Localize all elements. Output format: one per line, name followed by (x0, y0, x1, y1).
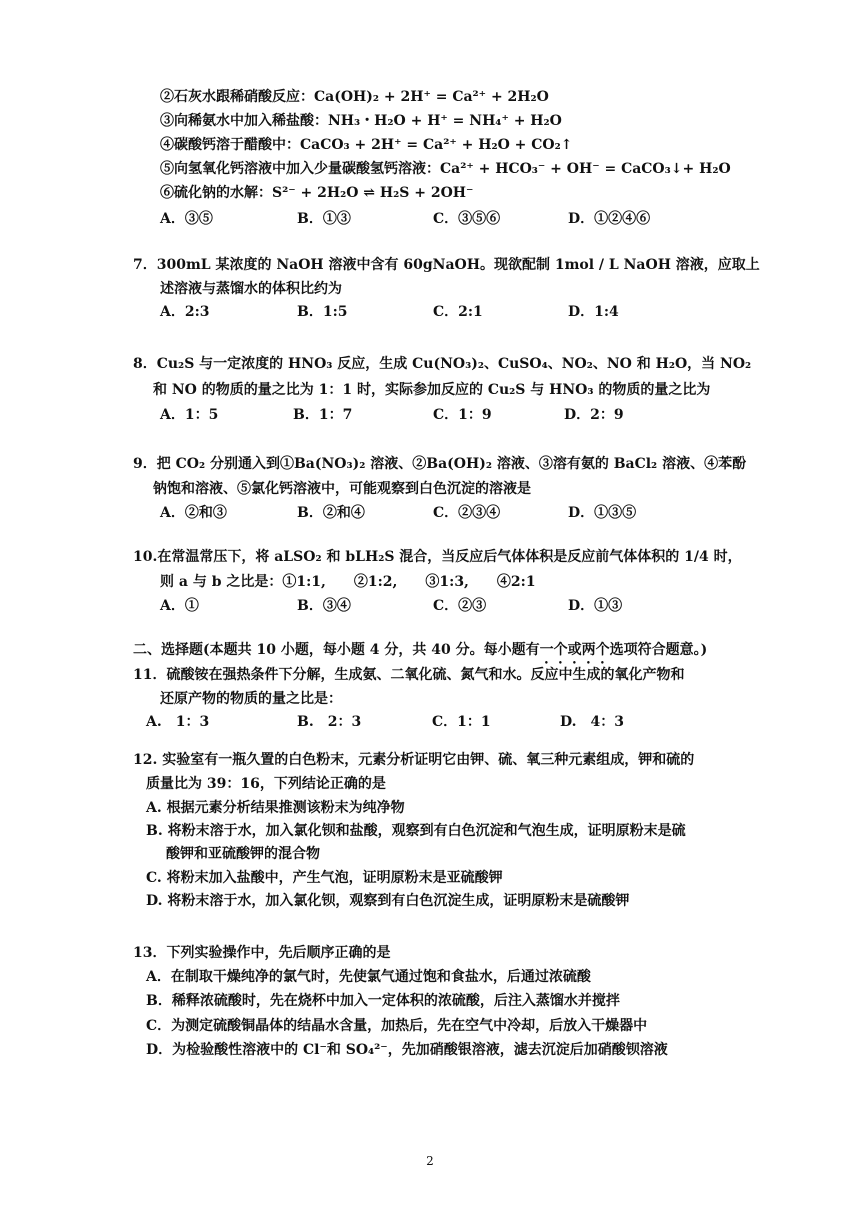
q6-option-d: D．①②④⑥ (568, 211, 651, 227)
section-2-heading-after: 选项符合题意。) (609, 642, 708, 658)
q10-option-b: B．③④ (297, 598, 351, 614)
q10-option-a: A．① (160, 598, 199, 614)
q7-option-c: C．2:1 (433, 304, 483, 320)
q6-line-5: ⑤向氢氧化钙溶液中加入少量碳酸氢钙溶液：Ca²⁺ + HCO₃⁻ + OH⁻ = CaCO₃↓+ H₂O (160, 161, 731, 177)
q9-option-d: D．①③⑤ (568, 505, 637, 521)
q12-option-a: A. 根据元素分析结果推测该粉末为纯净物 (146, 800, 405, 816)
q8-stem-line-1: 8．Cu₂S 与一定浓度的 HNO₃ 反应，生成 Cu(NO₃)₂、CuSO₄、NO₂、NO 和 H₂O，当 NO₂ (133, 356, 752, 372)
q7-option-d: D．1:4 (568, 304, 619, 320)
q11-option-c: C．1：1 (432, 714, 491, 730)
q12-option-b-cont: 酸钾和亚硫酸钾的混合物 (166, 846, 320, 862)
q9-option-b: B．②和④ (297, 505, 365, 521)
q7-option-a: A．2:3 (160, 304, 210, 320)
q7-stem-line-2: 述溶液与蒸馏水的体积比约为 (160, 281, 342, 297)
q6-line-2: ②石灰水跟稀硝酸反应：Ca(OH)₂ + 2H⁺ = Ca²⁺ + 2H₂O (160, 89, 549, 105)
q6-option-a: A．③⑤ (160, 211, 213, 227)
q6-line-3: ③向稀氨水中加入稀盐酸：NH₃・H₂O + H⁺ = NH₄⁺ + H₂O (160, 113, 562, 129)
q12-option-d: D. 将粉末溶于水，加入氯化钡，观察到有白色沉淀生成，证明原粉末是硫酸钾 (146, 893, 630, 909)
q9-option-a: A．②和③ (160, 505, 227, 521)
q11-stem-line-1: 11．硫酸铵在强热条件下分解，生成氨、二氧化硫、氮气和水。反应中生成的氧化产物和 (133, 667, 685, 683)
q11-option-b: B. 2：3 (297, 714, 362, 730)
q11-option-d: D. 4：3 (560, 714, 624, 730)
q8-option-a: A．1：5 (160, 407, 219, 423)
q9-option-c: C．②③④ (433, 505, 501, 521)
q13-stem: 13．下列实验操作中，先后顺序正确的是 (133, 945, 391, 961)
q8-option-d: D．2：9 (564, 407, 624, 423)
q11-option-a: A. 1：3 (146, 714, 210, 730)
q12-option-b: B. 将粉末溶于水，加入氯化钡和盐酸，观察到有白色沉淀和气泡生成，证明原粉末是硫 (146, 823, 686, 839)
q13-option-b: B．稀释浓硫酸时，先在烧杯中加入一定体积的浓硫酸，后注入蒸馏水并搅拌 (146, 993, 620, 1009)
q13-option-d: D．为检验酸性溶液中的 Cl⁻和 SO₄²⁻，先加硝酸银溶液，滤去沉淀后加硝酸钡溶液 (146, 1042, 668, 1058)
q6-line-4: ④碳酸钙溶于醋酸中：CaCO₃ + 2H⁺ = Ca²⁺ + H₂O + CO₂↑ (160, 137, 573, 153)
q10-option-c: C．②③ (433, 598, 487, 614)
q6-line-6: ⑥硫化钠的水解：S²⁻ + 2H₂O ⇌ H₂S + 2OH⁻ (160, 185, 474, 201)
q12-stem-line-1: 12. 实验室有一瓶久置的白色粉末，元素分析证明它由钾、硫、氧三种元素组成，钾和硫的 (133, 752, 695, 768)
q13-option-c: C．为测定硫酸铜晶体的结晶水含量，加热后，先在空气中冷却，后放入干燥器中 (146, 1018, 648, 1034)
q9-stem-line-2: 钠饱和溶液、⑤氯化钙溶液中，可能观察到白色沉淀的溶液是 (153, 481, 531, 497)
section-2-heading-emphasis: 一个或两个 (539, 642, 610, 658)
q8-stem-line-2: 和 NO 的物质的量之比为 1：1 时，实际参加反应的 Cu₂S 与 HNO₃ 的物质的量之比为 (153, 382, 711, 398)
page-number: 2 (426, 1154, 434, 1168)
q13-option-a: A．在制取干燥纯净的氯气时，先使氯气通过饱和食盐水，后通过浓硫酸 (146, 969, 591, 985)
q8-option-b: B．1：7 (293, 407, 353, 423)
q6-option-c: C．③⑤⑥ (433, 211, 501, 227)
q12-option-c: C. 将粉末加入盐酸中，产生气泡，证明原粉末是亚硫酸钾 (146, 870, 503, 886)
q7-option-b: B．1:5 (297, 304, 348, 320)
q10-stem-line-1: 10.在常温常压下，将 aLSO₂ 和 bLH₂S 混合，当反应后气体体积是反应前气体体积的 1/4 时， (133, 549, 742, 565)
q7-stem-line-1: 7．300mL 某浓度的 NaOH 溶液中含有 60gNaOH。现欲配制 1mol / L NaOH 溶液，应取上 (133, 257, 760, 273)
section-2-heading-before: 二、选择题(本题共 10 小题，每小题 4 分，共 40 分。每小题有 (133, 642, 540, 658)
q12-stem-line-2: 质量比为 39：16，下列结论正确的是 (146, 776, 386, 792)
q9-stem-line-1: 9．把 CO₂ 分别通入到①Ba(NO₃)₂ 溶液、②Ba(OH)₂ 溶液、③溶有氨的 BaCl₂ 溶液、④苯酚 (133, 456, 747, 472)
q8-option-c: C．1：9 (433, 407, 492, 423)
q6-option-b: B．①③ (297, 211, 351, 227)
q11-stem-line-2: 还原产物的物质的量之比是： (160, 691, 342, 707)
section-2-heading (133, 641, 707, 667)
q10-option-d: D．①③ (568, 598, 623, 614)
q10-stem-line-2: 则 a 与 b 之比是：①1:1, ②1:2, ③1:3, ④2:1 (160, 574, 536, 590)
